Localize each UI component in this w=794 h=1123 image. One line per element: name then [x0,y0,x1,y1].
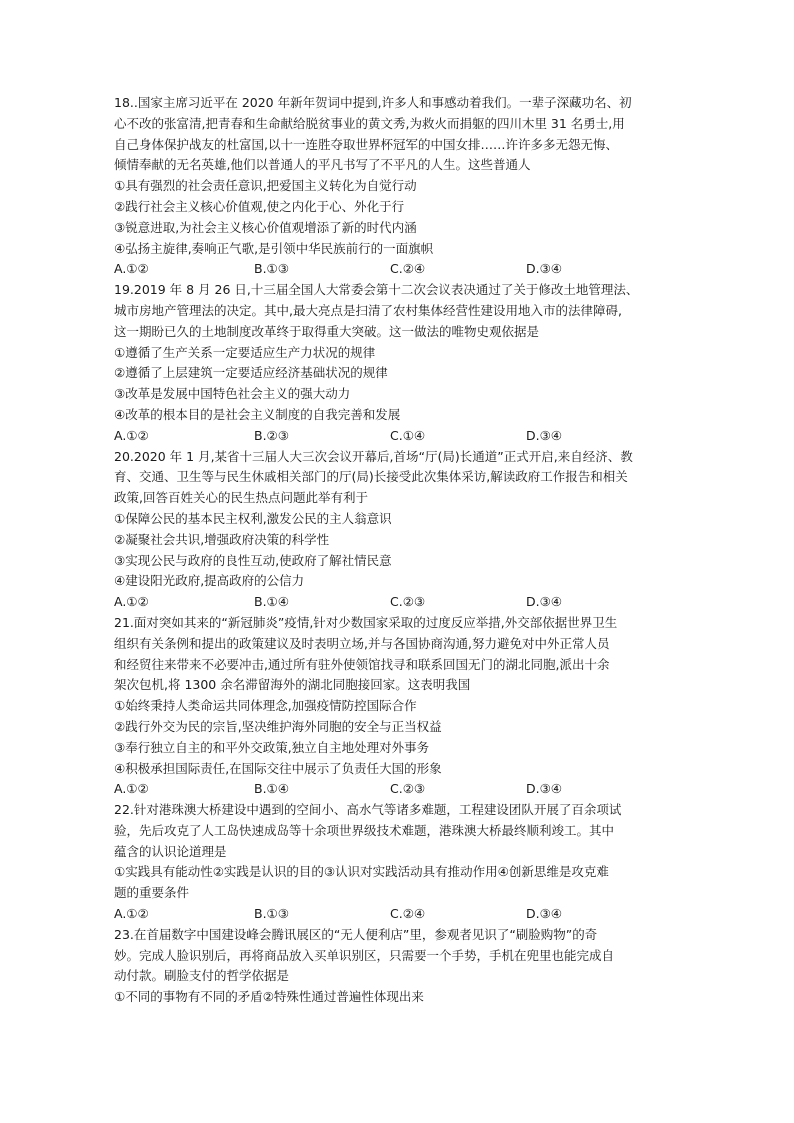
question-23 [114,925,682,1008]
question-text-line: 妙。完成人脸识别后，再将商品放入买单识别区，只需要一个手势，手机在兜里也能完成自 [114,947,615,963]
question-text-line: 验，先后攻克了人工岛快速成岛等十余项世界级技术难题，港珠澳大桥最终顺利竣工。其中 [114,822,615,838]
option-b: B.②③ [254,427,289,443]
question-text-line: ③改革是发展中国特色社会主义的强大动力 [114,386,351,402]
question-text-line: ②凝聚社会共识,增强政府决策的科学性 [114,531,330,547]
question-text-line: 22.针对港珠澳大桥建设中遇到的空间小、高水气等诸多难题，工程建设团队开展了百余项试 [114,802,622,818]
option-a: A.①② [114,261,149,277]
option-a: A.①② [114,906,149,922]
question-22 [114,800,682,925]
question-text-line: 题的重要条件 [114,885,190,901]
question-text-line: 这一期盼已久的土地制度改革终于取得重大突破。这一做法的唯物史观依据是 [114,323,540,339]
question-text-line: ③实现公民与政府的良性互动,使政府了解社情民意 [114,552,392,568]
question-text-line: 20.2020 年 1 月,某省十三届人大三次会议开幕后,首场“厅(局)长通道”正式开启,来自经济、教 [114,448,633,464]
question-text-line: ③锐意进取,为社会主义核心价值观增添了新的时代内涵 [114,219,417,235]
option-c: C.②③ [390,781,426,797]
option-d: D.③④ [526,781,563,797]
question-text-line: 育、交通、卫生等与民生休戚相关部门的厅(局)长接受此次集体采访,解读政府工作报告和相关 [114,469,628,485]
question-text-line: ①不同的事物有不同的矛盾②特殊性通过普遍性体现出来 [114,989,424,1005]
question-text-line: 自己身体保护战友的杜富国,以十一连胜夺取世界杯冠军的中国女排……许许多多无怨无悔、 [114,136,618,152]
answer-options [114,426,682,447]
question-text-line: ①实践具有能动性②实践是认识的目的③认识对实践活动具有推动作用④创新思维是攻克难 [114,864,609,880]
option-d: D.③④ [526,261,563,277]
question-text-line: 和经贸往来带来不必要冲击,通过所有驻外使领馆找寻和联系回国无门的湖北同胞,派出十余 [114,656,610,672]
option-a: A.①② [114,427,149,443]
option-a: A.①② [114,781,149,797]
question-text-line: ④积极承担国际责任,在国际交往中展示了负责任大国的形象 [114,760,442,776]
question-text-line: 动付款。刷脸支付的哲学依据是 [114,968,290,984]
exam-page [114,93,682,1008]
question-text-line: ①具有强烈的社会责任意识,把爱国主义转化为自觉行动 [114,178,417,194]
option-d: D.③④ [526,594,563,610]
question-text-line: ④弘扬主旋律,奏响正气歌,是引领中华民族前行的一面旗帜 [114,240,434,256]
question-text-line: ③奉行独立自主的和平外交政策,独立自主地处理对外事务 [114,739,430,755]
question-text-line: 蕴含的认识论道理是 [114,843,227,859]
question-text-line: 心不改的张富清,把青春和生命献给脱贫事业的黄文秀,为救火而捐躯的四川木里 31 名勇士,用 [114,115,625,131]
question-text-line: 18..国家主席习近平在 2020 年新年贺词中提到,许多人和事感动着我们。一辈子深藏功名、初 [114,95,632,110]
question-text-line: ②践行外交为民的宗旨,坚决维护海外同胞的安全与正当权益 [114,718,442,734]
question-text-line: ①保障公民的基本民主权利,激发公民的主人翁意识 [114,510,392,526]
option-c: C.①④ [390,427,426,443]
option-b: B.①③ [254,261,289,277]
question-text-line: 城市房地产管理法的决定。其中,最大亮点是扫清了农村集体经营性建设用地入市的法律障碍, [114,302,622,318]
question-text-line: ①遵循了生产关系一定要适应生产力状况的规律 [114,344,376,360]
option-c: C.②③ [390,594,426,610]
question-20 [114,447,682,613]
option-a: A.①② [114,594,149,610]
question-21 [114,613,682,800]
question-text-line: 19.2019 年 8 月 26 日,十三届全国人大常委会第十二次会议表决通过了关于修改土地管理法、 [114,282,639,298]
question-text-line: 倾情奉献的无名英雄,他们以普通人的平凡书写了不平凡的人生。这些普通人 [114,157,531,173]
question-text-line: ①始终秉持人类命运共同体理念,加强疫情防控国际合作 [114,698,417,714]
question-text-line: 23.在首届数字中国建设峰会腾讯展区的“无人便利店”里，参观者见识了“刷脸购物”的奇 [114,926,598,942]
answer-options [114,592,682,613]
question-text-line: 架次包机,将 1300 余名滞留海外的湖北同胞接回家。这表明我国 [114,677,471,693]
question-18 [114,93,682,280]
option-b: B.①④ [254,594,289,610]
question-text-line: ②遵循了上层建筑一定要适应经济基础状况的规律 [114,365,388,381]
question-text-line: ②践行社会主义核心价值观,使之内化于心、外化于行 [114,198,405,214]
option-c: C.②④ [390,261,426,277]
option-b: B.①④ [254,781,289,797]
question-text-line: 组织有关条例和提出的政策建议及时表明立场,并与各国协商沟通,努力避免对中外正常人员 [114,635,610,651]
option-b: B.①③ [254,906,289,922]
answer-options [114,259,682,280]
question-text-line: 政策,回答百姓关心的民生热点问题此举有利于 [114,490,368,506]
answer-options [114,779,682,800]
question-text-line: ④改革的根本目的是社会主义制度的自我完善和发展 [114,406,401,422]
question-text-line: 21.面对突如其来的“新冠肺炎”疫情,针对少数国家采取的过度反应举措,外交部依据世界卫生 [114,614,618,630]
question-text-line: ④建设阳光政府,提高政府的公信力 [114,573,305,589]
option-c: C.②④ [390,906,426,922]
option-d: D.③④ [526,906,563,922]
answer-options [114,904,682,925]
question-19 [114,280,682,446]
option-d: D.③④ [526,427,563,443]
